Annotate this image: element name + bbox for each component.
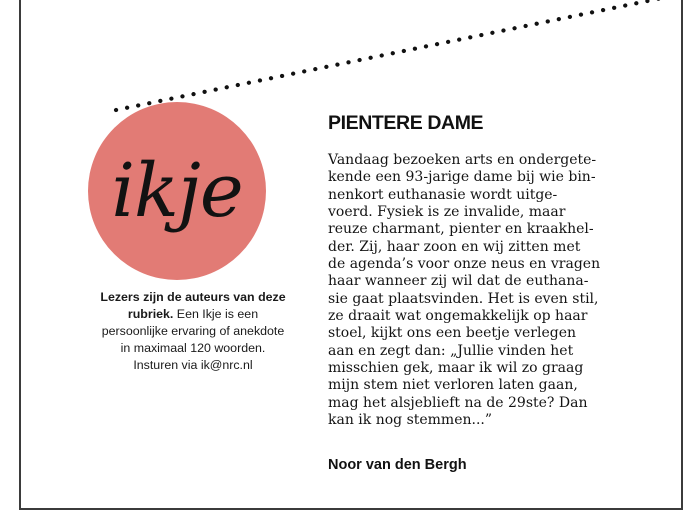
- rubric-description-lead: Lezers zijn de auteurs van deze rubriek.: [100, 290, 286, 321]
- article-body-line: der. Zij, haar zoon en wij zitten met: [328, 238, 581, 255]
- article-body-line: haar wanneer zij wil dat de euthana-: [328, 273, 589, 290]
- article-body-line: mijn stem niet verloren laten gaan,: [328, 377, 578, 394]
- article-body-line: kan ik nog stemmen...”: [328, 412, 493, 429]
- rubric-description-body: Een Ikje is een persoonlijke ervaring of anekdote in maximaal 120 woorden. Insturen via ik@nrc.nl: [101, 307, 285, 372]
- article-headline: PIENTERE DAME: [328, 112, 484, 134]
- article-body-line: de agenda’s voor onze neus en vragen: [328, 256, 601, 273]
- article-body-line: voerd. Fysiek is ze invalide, maar: [328, 204, 566, 221]
- article-body-line: stoel, kijkt ons een beetje verlegen: [328, 325, 577, 342]
- article-body-line: sie gaat plaatsvinden. Het is even stil,: [328, 290, 599, 307]
- article-byline: Noor van den Bergh: [328, 457, 467, 473]
- article-body-line: nenkort euthanasie wordt uitge-: [328, 186, 558, 203]
- article-body-line: reuze charmant, pienter en kraakhel-: [328, 221, 594, 238]
- article-body-line: misschien gek, maar ik wil zo graag: [328, 360, 584, 377]
- article-body-line: ze draait wat ongemakkelijk op haar: [328, 308, 588, 325]
- article-body-line: mag het alsjeblieft na de 29ste? Dan: [328, 394, 588, 411]
- rubric-description: [98, 289, 288, 374]
- article-body-line: Vandaag bezoeken arts en ondergete-: [328, 152, 597, 168]
- article-body-line: aan en zegt dan: „Jullie vinden het: [328, 342, 574, 359]
- ikje-logo-text: ikje: [111, 148, 243, 234]
- article-body: [328, 152, 618, 430]
- article-body-line: kende een 93-jarige dame bij wie bin-: [328, 169, 596, 186]
